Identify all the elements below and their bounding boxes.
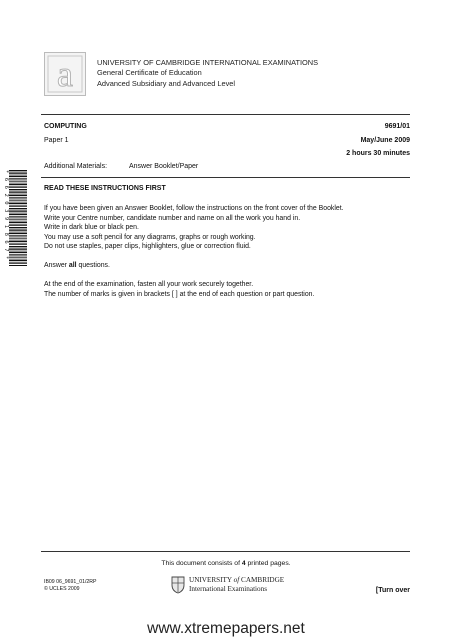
footer-reference: [44, 579, 97, 592]
instructions-rule: [41, 177, 410, 178]
svg-text:a: a: [57, 54, 73, 94]
answer-instruction: [44, 261, 110, 271]
answer-suffix: questions.: [76, 262, 110, 269]
board-block: [97, 58, 318, 89]
document-ref: IB09 06_9691_01/2RP: [44, 579, 97, 585]
cie-name: International Examinations: [189, 585, 268, 593]
instruction-line: If you have been given an Answer Booklet, follow the instructions on the front cover of the Booklet.: [44, 205, 344, 212]
paper-number: Paper 1: [44, 137, 69, 144]
barcode-number: * 6 6 2 0 3 9 1 8 6 7 *: [3, 170, 9, 260]
barcode-icon: [9, 170, 27, 266]
level-name: Advanced Subsidiary and Advanced Level: [97, 78, 236, 88]
end-line: At the end of the examination, fasten all your work securely together.: [44, 281, 254, 288]
cambridge-wordmark: UNIVERSITY of CAMBRIDGE International Examinations: [189, 576, 285, 593]
exam-duration: 2 hours 30 minutes: [346, 150, 410, 157]
materials-value: Answer Booklet/Paper: [129, 163, 199, 170]
materials-label: Additional Materials:: [44, 163, 108, 170]
board-name: UNIVERSITY OF CAMBRIDGE INTERNATIONAL EXAMINATIONS: [97, 58, 319, 67]
end-line: The number of marks is given in brackets [ ] at the end of each question or part question.: [44, 290, 315, 298]
instruction-line: Write your Centre number, candidate number and name on all the work you hand in.: [44, 214, 301, 222]
footer-rule: [41, 551, 410, 552]
certificate-name: General Certificate of Education: [97, 68, 202, 78]
instruction-list: [44, 204, 344, 252]
exam-session: May/June 2009: [360, 137, 410, 144]
subject-title: COMPUTING: [44, 123, 87, 130]
turn-over: [Turn over: [375, 587, 410, 594]
printed-pages-note: This document consists of 4 printed pages.: [161, 560, 291, 567]
top-rule: [41, 114, 410, 115]
paper-code: 9691/01: [384, 123, 410, 130]
end-instructions: [44, 280, 314, 299]
instruction-line: You may use a soft pencil for any diagrams, graphs or rough working.: [44, 233, 256, 241]
answer-prefix: Answer: [44, 262, 69, 269]
instruction-line: Write in dark blue or black pen.: [44, 224, 139, 232]
page-count: 4: [241, 560, 246, 567]
instructions-heading: READ THESE INSTRUCTIONS FIRST: [44, 185, 166, 192]
instruction-line: Do not use staples, paper clips, highlighters, glue or correction fluid.: [44, 243, 251, 251]
answer-all: all: [68, 262, 77, 269]
cambridge-a-logo: [44, 52, 86, 96]
university-crest-icon: [171, 576, 185, 594]
watermark-url[interactable]: www.xtremepapers.net: [147, 620, 305, 637]
copyright: © UCLES 2009: [44, 585, 80, 592]
